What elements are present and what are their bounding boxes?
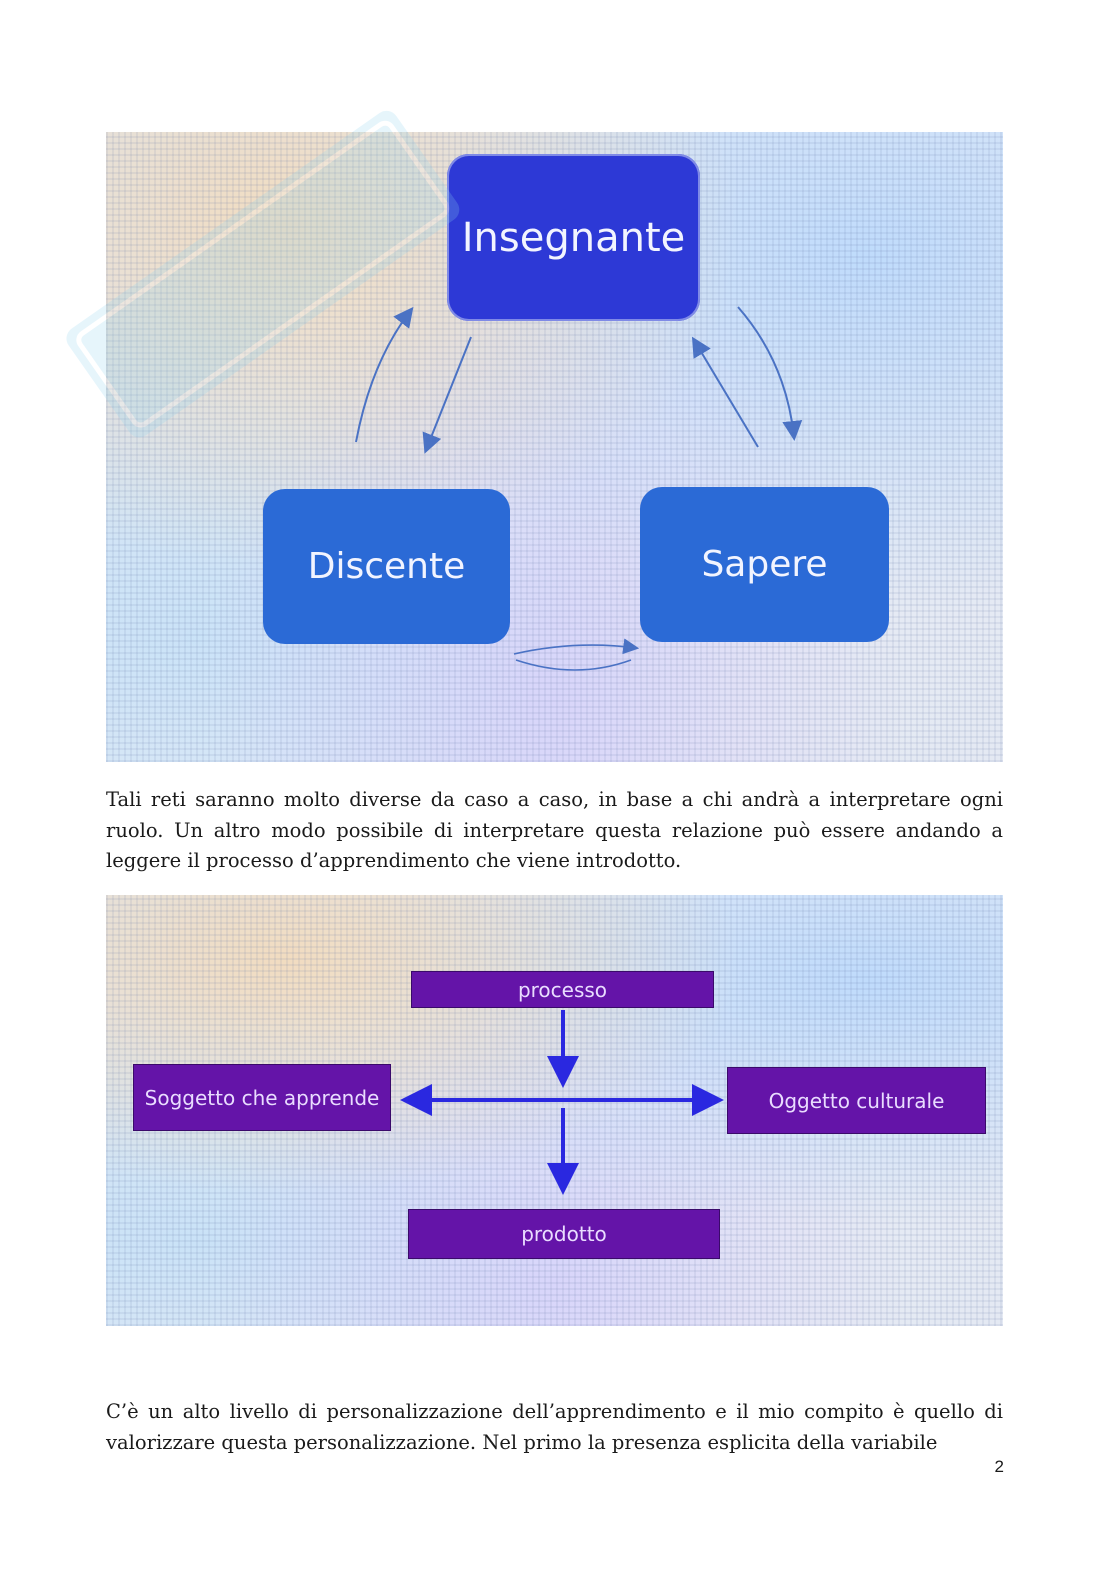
diagram-photo-roles bbox=[106, 132, 1003, 762]
diagram-photo-process bbox=[106, 895, 1003, 1326]
arrow-insegnante-to-sapere bbox=[738, 307, 794, 437]
page-number: 2 bbox=[994, 1457, 1004, 1476]
paragraph-2: C’è un alto livello di personalizzazione dell’apprendimento e il mio compito è quello di valorizzare questa personalizzazione. Nel primo la presenza esplicita della variabile bbox=[106, 1400, 1003, 1454]
node-processo: processo bbox=[411, 971, 714, 1008]
arrow-discente-to-sapere bbox=[514, 645, 636, 654]
node-sapere: Sapere bbox=[640, 487, 889, 642]
arrow-sapere-to-discente bbox=[516, 660, 631, 670]
arrow-discente-to-insegnante bbox=[356, 310, 411, 442]
node-prodotto: prodotto bbox=[408, 1209, 720, 1259]
node-insegnante: Insegnante bbox=[447, 154, 700, 321]
node-oggetto-culturale: Oggetto culturale bbox=[727, 1067, 986, 1134]
arrow-sapere-to-insegnante bbox=[694, 340, 758, 447]
node-discente: Discente bbox=[263, 489, 510, 644]
node-soggetto-che-apprende: Soggetto che apprende bbox=[133, 1064, 391, 1131]
arrow-insegnante-to-discente bbox=[426, 337, 471, 450]
paragraph-1: Tali reti saranno molto diverse da caso a caso, in base a chi andrà a interpretare ogni ruolo. Un altro modo possibile di interpretare questa relazione può essere andando a leggere il processo d’apprendimento che viene introdotto. bbox=[106, 788, 1003, 872]
